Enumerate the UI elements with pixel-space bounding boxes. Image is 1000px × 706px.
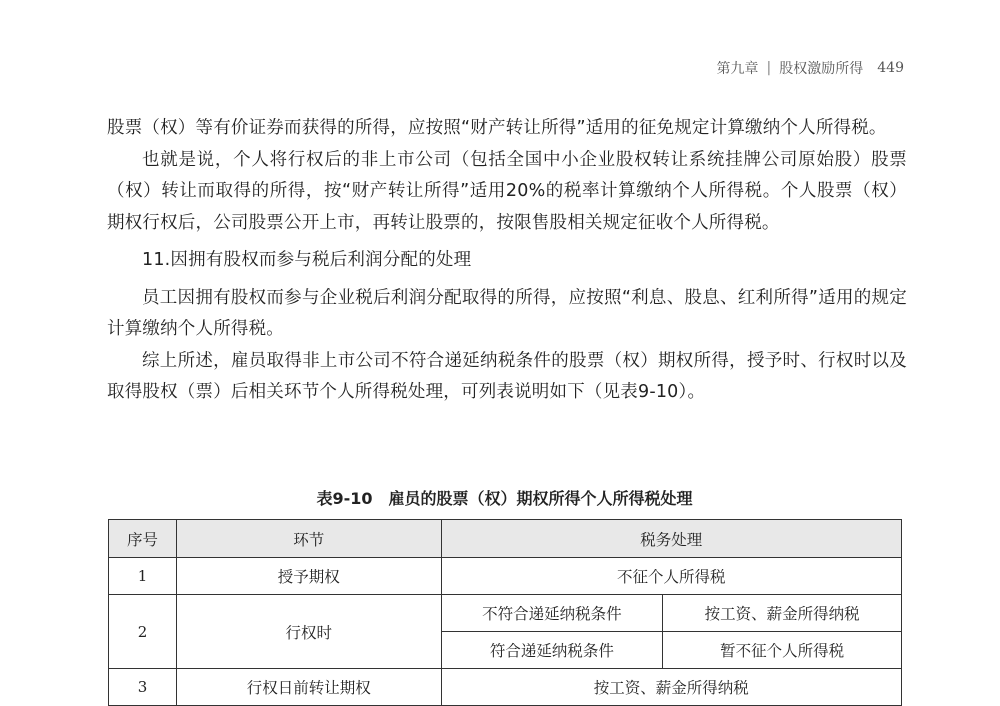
- cell-stage: 授予期权: [176, 558, 441, 595]
- body-text: [107, 113, 907, 409]
- table-caption: 表9-10 雇员的股票（权）期权所得个人所得税处理: [316, 489, 693, 508]
- tax-treatment-table: [108, 519, 902, 706]
- paragraph: 综上所述，雇员取得非上市公司不符合递延纳税条件的股票（权）期权所得，授予时、行权时以及取得股权（票）后相关环节个人所得税处理，可列表说明如下（见表9-10）。: [107, 350, 907, 402]
- header-seq: 序号: [109, 520, 177, 558]
- cell-seq: 3: [109, 669, 177, 706]
- table-row: [109, 595, 902, 632]
- page-number: 449: [877, 60, 904, 76]
- cell-seq: 2: [109, 595, 177, 669]
- table-header-row: [109, 520, 902, 558]
- table-row: [109, 669, 902, 706]
- subsection-heading: 11.因拥有股权而参与税后利润分配的处理: [142, 250, 472, 270]
- cell-tax: 不征个人所得税: [441, 558, 901, 595]
- cell-condition: 不符合递延纳税条件: [441, 595, 663, 632]
- paragraph: 也就是说，个人将行权后的非上市公司（包括全国中小企业股权转让系统挂牌公司原始股）股票（权）转让而取得的所得，按“财产转让所得”适用20%的税率计算缴纳个人所得税。个人股票（权）期权行权后，公司股票公开上市，再转让股票的，按限售股相关规定征收个人所得税。: [107, 149, 907, 233]
- cell-seq: 1: [109, 558, 177, 595]
- header-stage: 环节: [176, 520, 441, 558]
- cell-stage: 行权时: [176, 595, 441, 669]
- header-separator: |: [766, 60, 772, 76]
- section-label: 股权激励所得: [779, 61, 864, 77]
- header-tax: 税务处理: [441, 520, 901, 558]
- paragraph: 股票（权）等有价证券而获得的所得，应按照“财产转让所得”适用的征免规定计算缴纳个人所得税。: [107, 118, 887, 138]
- table-row: [109, 558, 902, 595]
- chapter-label: 第九章: [716, 61, 759, 77]
- cell-stage: 行权日前转让期权: [176, 669, 441, 706]
- running-header: [717, 58, 904, 78]
- paragraph: 员工因拥有股权而参与企业税后利润分配取得的所得，应按照“利息、股息、红利所得”适用的规定计算缴纳个人所得税。: [107, 287, 907, 339]
- cell-tax: 暂不征个人所得税: [663, 632, 902, 669]
- cell-tax: 按工资、薪金所得纳税: [441, 669, 901, 706]
- cell-condition: 符合递延纳税条件: [441, 632, 663, 669]
- cell-tax: 按工资、薪金所得纳税: [663, 595, 902, 632]
